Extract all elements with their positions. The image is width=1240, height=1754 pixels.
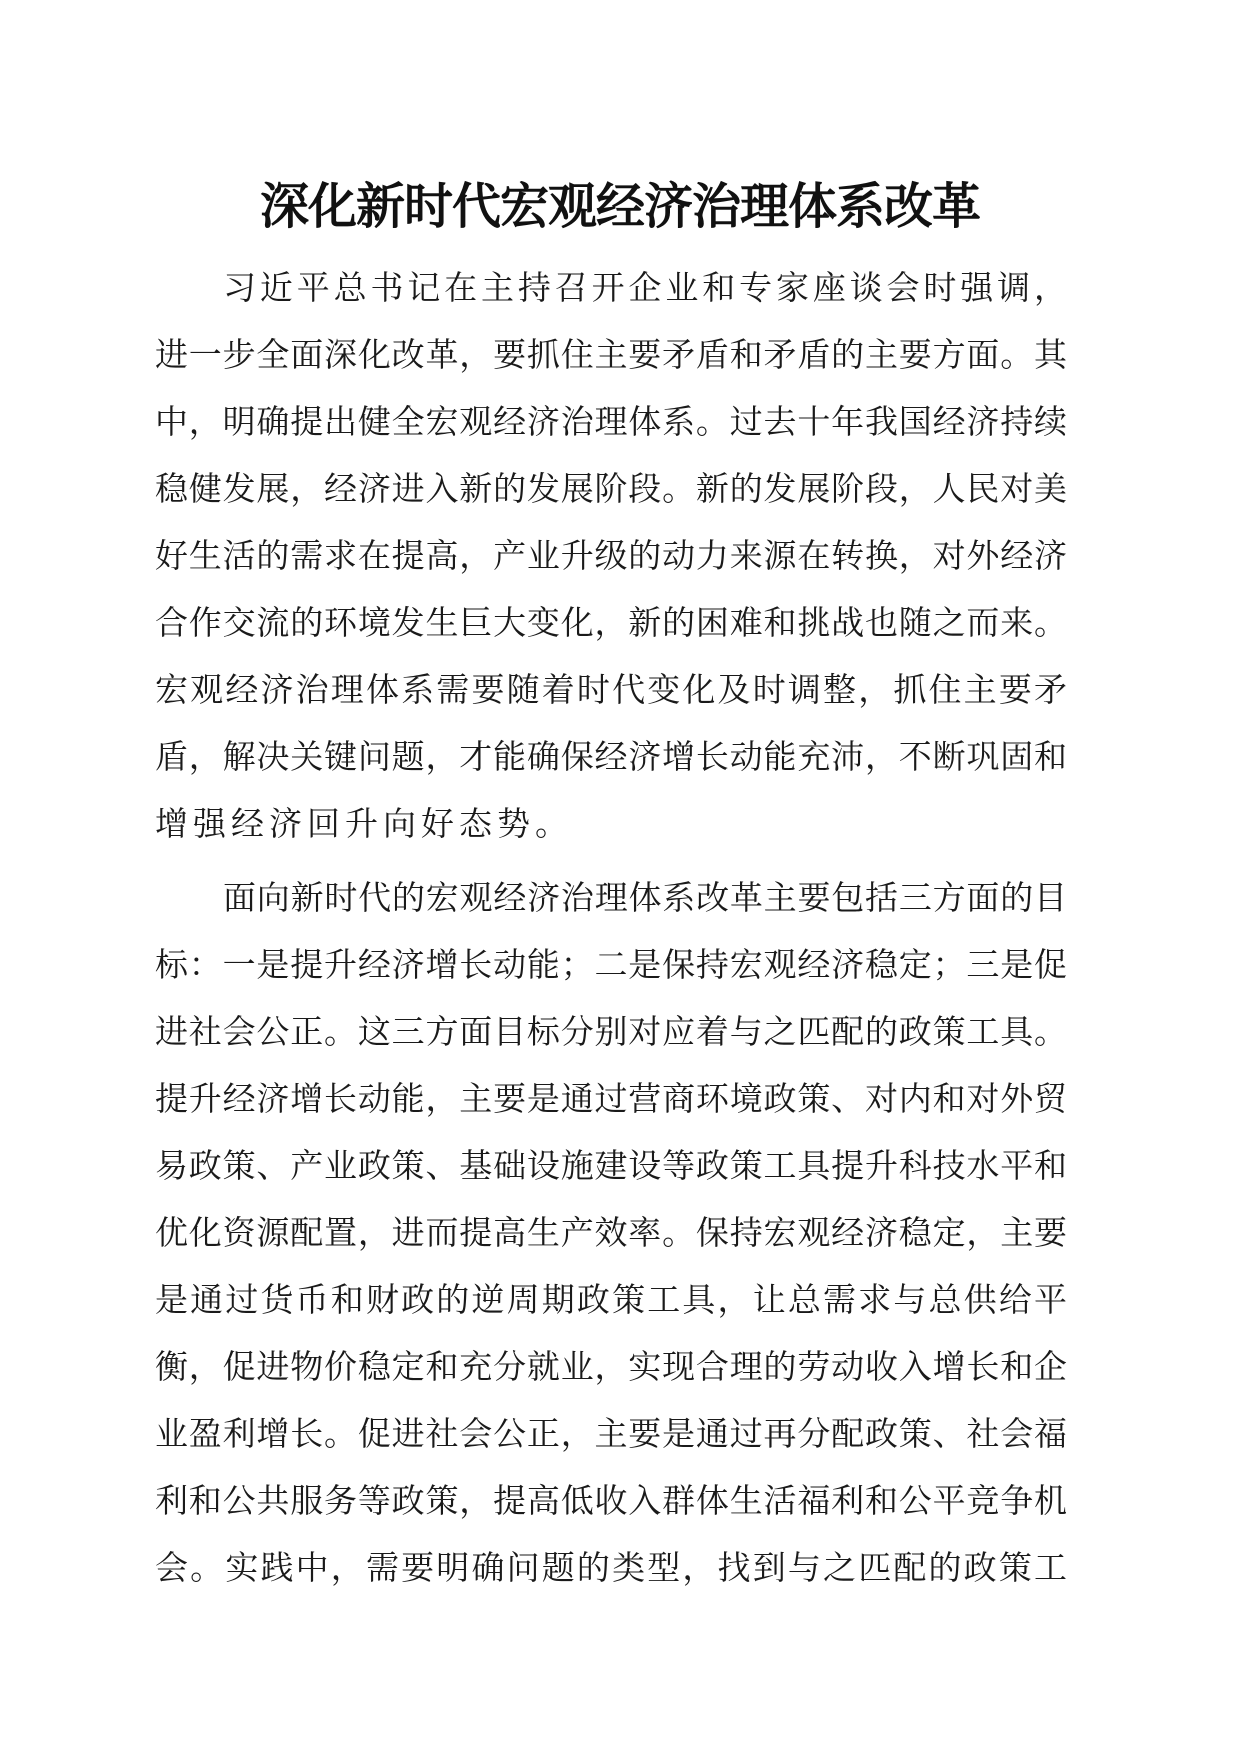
paragraph-line: 好生活的需求在提高，产业升级的动力来源在转换，对外经济 [155, 536, 1067, 575]
document-title: 深化新时代宏观经济治理体系改革 [259, 177, 980, 235]
paragraph-line: 标：一是提升经济增长动能；二是保持宏观经济稳定；三是促 [155, 945, 1067, 984]
paragraph-line: 合作交流的环境发生巨大变化，新的困难和挑战也随之而来。 [155, 603, 1067, 642]
paragraph-line: 提升经济增长动能，主要是通过营商环境政策、对内和对外贸 [155, 1079, 1067, 1118]
paragraph-gap [155, 857, 1067, 864]
paragraph-line: 盾，解决关键问题，才能确保经济增长动能充沛，不断巩固和 [155, 737, 1067, 776]
paragraph-1 [155, 254, 1067, 857]
paragraph-line: 稳健发展，经济进入新的发展阶段。新的发展阶段，人民对美 [155, 469, 1067, 508]
paragraph-line: 是通过货币和财政的逆周期政策工具，让总需求与总供给平 [155, 1280, 1067, 1319]
paragraph-line: 衡，促进物价稳定和充分就业，实现合理的劳动收入增长和企 [155, 1347, 1067, 1386]
paragraph-line: 增强经济回升向好态势。 [155, 804, 573, 843]
paragraph-line: 进一步全面深化改革，要抓住主要矛盾和矛盾的主要方面。其 [155, 335, 1067, 374]
paragraph-line: 习近平总书记在主持召开企业和专家座谈会时强调， [223, 268, 1067, 307]
paragraph-line: 利和公共服务等政策，提高低收入群体生活福利和公平竞争机 [155, 1481, 1067, 1520]
paragraph-2 [155, 864, 1067, 1601]
paragraph-line: 业盈利增长。促进社会公正，主要是通过再分配政策、社会福 [155, 1414, 1067, 1453]
paragraph-line: 会。实践中，需要明确问题的类型，找到与之匹配的政策工 [155, 1548, 1067, 1587]
paragraph-line: 宏观经济治理体系需要随着时代变化及时调整，抓住主要矛 [155, 670, 1067, 709]
paragraph-line: 易政策、产业政策、基础设施建设等政策工具提升科技水平和 [155, 1146, 1067, 1185]
document-body [155, 254, 1067, 1601]
paragraph-line: 面向新时代的宏观经济治理体系改革主要包括三方面的目 [223, 878, 1067, 917]
paragraph-line: 中，明确提出健全宏观经济治理体系。过去十年我国经济持续 [155, 402, 1067, 441]
paragraph-line: 优化资源配置，进而提高生产效率。保持宏观经济稳定，主要 [155, 1213, 1067, 1252]
paragraph-line: 进社会公正。这三方面目标分别对应着与之匹配的政策工具。 [155, 1012, 1067, 1051]
